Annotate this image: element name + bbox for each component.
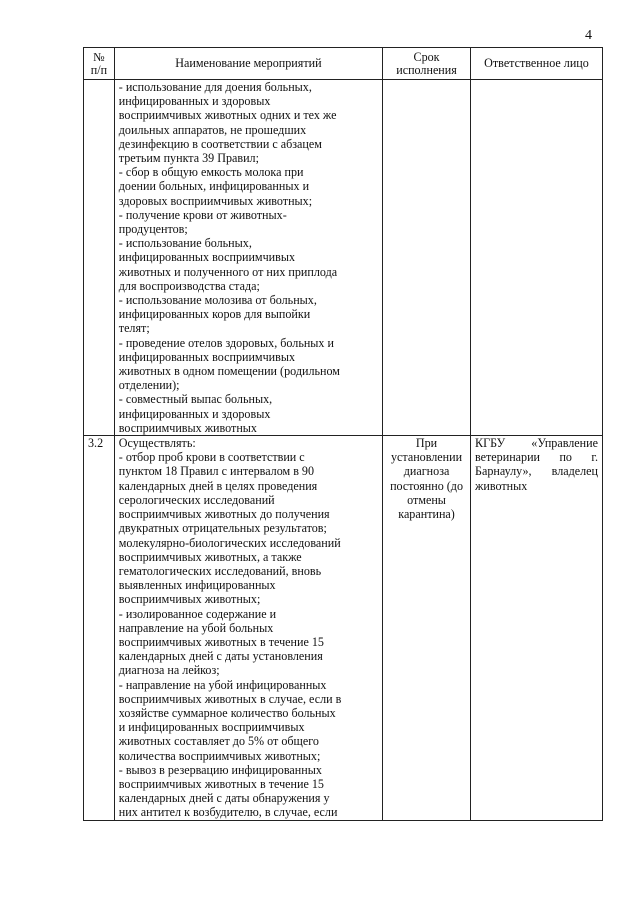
text-line: третьим пункта 39 Правил; [118,151,259,166]
text-line: Осуществлять: [118,436,196,451]
measure-description [114,436,382,820]
text-line: восприимчивых животных в течение 15 [118,634,324,649]
text-line: календарных дней в целях проведения [118,478,318,493]
page-number: 4 [585,28,592,43]
text-line: - проведение отелов здоровых, больных и [118,335,334,350]
text-line: пунктом 18 Правил с интервалом в 90 [118,464,315,479]
term-cell [383,80,471,436]
text-line: инфицированных восприимчивых [118,250,296,265]
text-line: восприимчивых животных, а также [118,549,302,564]
measure-description [114,80,382,436]
header-name: Наименование мероприятий [114,48,382,80]
header-num: № п/п [84,48,115,80]
text-line: инфицированных восприимчивых [118,349,296,364]
text-line: - получение крови от животных- [118,207,287,222]
text-line: инфицированных коров для выпойки [118,307,311,322]
text-line: календарных дней с даты установления [118,649,323,664]
text-line: доильных аппаратов, не прошедших [118,122,307,137]
text-line: животных составляет до 5% от общего [118,734,319,749]
text-line: гематологических исследований, вновь [118,563,322,578]
text-line: продуцентов; [118,222,188,237]
text-line: - использование больных, [118,236,252,251]
text-line: для воспроизводства стада; [118,278,260,293]
text-line: восприимчивых животных в течение 15 [118,776,324,791]
text-line: выявленных инфицированных [118,578,276,593]
term-cell: При установлении диагноза постоянно (до отмены карантина) [383,436,471,820]
row-number: 3.2 [84,436,115,820]
text-line: животных и полученного от них приплода [118,264,338,279]
text-line: инфицированных и здоровых [118,94,271,109]
text-line: хозяйстве суммарное количество больных [118,705,336,720]
row-number [84,80,115,436]
text-line: молекулярно-биологических исследований [118,535,341,550]
text-line: животных в одном помещении (родильном [118,364,340,379]
text-line: количества восприимчивых животных; [118,748,321,763]
text-line: - направление на убой инфицированных [118,677,327,692]
responsible-cell [471,80,603,436]
table-header-row [84,48,603,80]
text-line: двукратных отрицательных результатов; [118,521,327,536]
table-row [84,80,603,436]
text-line: восприимчивых животных; [118,592,261,607]
text-line: восприимчивых животных до получения [118,507,330,522]
responsible-cell: КГБУ «Управление ветеринарии по г. Барнаулу», владелец животных [471,436,603,820]
text-line: - сбор в общую емкость молока при [118,165,304,180]
text-line: отделении); [118,378,180,393]
text-line: диагноза на лейкоз; [118,663,220,678]
text-line: - совместный выпас больных, [118,392,273,407]
text-line: - изолированное содержание и [118,606,277,621]
text-line: них антител к возбудителю, в случае, если [118,805,338,820]
text-line: - вывоз в резервацию инфицированных [118,762,322,777]
text-line: - использование молозива от больных, [118,293,317,308]
text-line: - использование для доения больных, [118,80,312,94]
text-line: дезинфекцию в соответствии с абзацем [118,136,322,151]
text-line: телят; [118,321,150,336]
text-line: серологических исследований [118,492,275,507]
text-line: направление на убой больных [118,620,274,635]
text-line: доении больных, инфицированных и [118,179,310,194]
text-line: восприимчивых животных [118,420,257,435]
text-line: - отбор проб крови в соответствии с [118,450,305,465]
header-term: Срок исполнения [383,48,471,80]
text-line: восприимчивых животных одних и тех же [118,108,337,123]
text-line: и инфицированных восприимчивых [118,720,305,735]
text-line: здоровых восприимчивых животных; [118,193,313,208]
table-row [84,436,603,820]
header-responsible: Ответственное лицо [471,48,603,80]
measures-table [83,47,603,821]
text-line: календарных дней с даты обнаружения у [118,791,330,806]
text-line: инфицированных и здоровых [118,406,271,421]
text-line: восприимчивых животных в случае, если в [118,691,342,706]
